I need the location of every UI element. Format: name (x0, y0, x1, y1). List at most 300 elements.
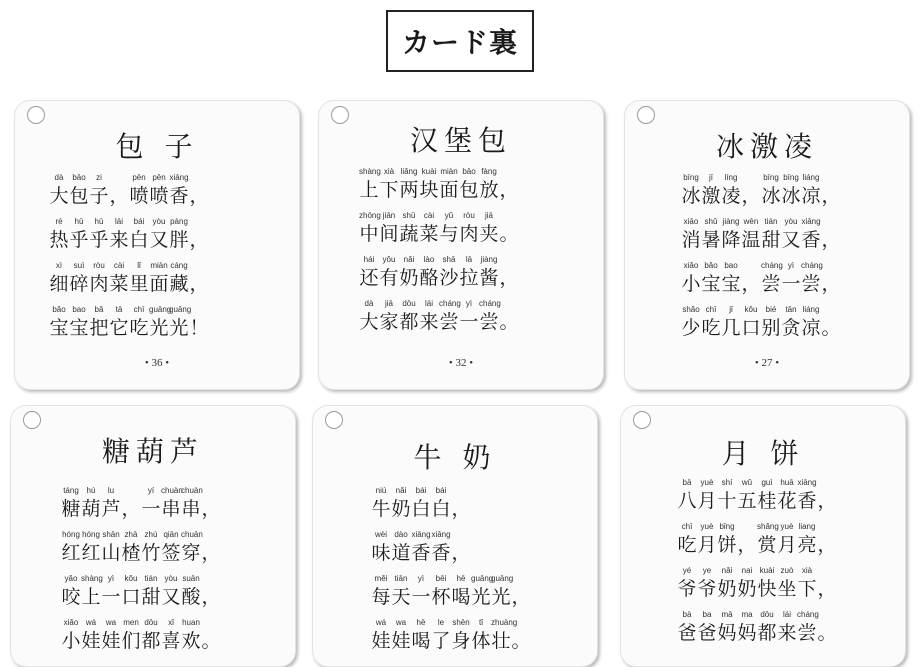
pinyin-syllable: zhā (124, 530, 138, 539)
rhyme-text (677, 478, 895, 654)
pinyin-syllable: xiāng (411, 530, 431, 539)
pinyin-syllable: le (437, 618, 445, 627)
card-hamburger (318, 100, 604, 390)
hanzi-char: 尝 (479, 311, 499, 333)
page-number: • 27 • (754, 357, 780, 369)
hanzi-char: 乎 (69, 229, 89, 251)
hanzi-char: 妈 (737, 622, 757, 644)
hanzi-char: ， (737, 534, 757, 556)
pinyin-syllable: wá (375, 618, 387, 627)
rhyme-line (371, 486, 587, 530)
pinyin-syllable: guāng (169, 305, 192, 314)
pinyin-syllable (741, 173, 761, 183)
rhyme-line (371, 530, 587, 574)
hanzi-char: 乎 (89, 229, 109, 251)
hanzi-char: 妈 (717, 622, 737, 644)
pinyin-syllable (511, 574, 531, 584)
hanzi-char: 奶 (391, 498, 411, 520)
pinyin-syllable: shí (721, 478, 733, 487)
hanzi-char: 奶 (737, 578, 757, 600)
pinyin-syllable: chuān (181, 530, 203, 539)
hanzi-char: 都 (141, 630, 161, 652)
card-milk (312, 405, 598, 667)
pinyin-syllable: xiāng (801, 217, 821, 226)
page-number: • 32 • (448, 357, 474, 369)
hanzi-char: 。 (817, 622, 837, 644)
hanzi-char: 里 (129, 273, 149, 295)
hanzi-char: 爷 (697, 578, 717, 600)
card-tanghulu (10, 405, 296, 667)
hanzi-row (681, 315, 899, 343)
hanzi-char: ！ (189, 317, 209, 339)
pinyin-row (681, 217, 899, 227)
hanzi-char: 又 (161, 586, 181, 608)
hanzi-char: 甜 (141, 586, 161, 608)
hanzi-char: 菜 (109, 273, 129, 295)
pinyin-syllable: hóng (82, 530, 100, 539)
pinyin-syllable: hóng (62, 530, 80, 539)
hanzi-char: 面 (439, 179, 459, 201)
pinyin-row (677, 522, 895, 532)
hanzi-char: 娃 (391, 630, 411, 652)
pinyin-row (49, 261, 289, 271)
pinyin-syllable: chuàn (161, 486, 183, 495)
pinyin-syllable: lái (114, 217, 123, 226)
hanzi-char: 光 (149, 317, 169, 339)
pinyin-row (61, 574, 285, 584)
hanzi-char: ， (201, 542, 221, 564)
pinyin-syllable (817, 522, 837, 532)
hanzi-char: 月 (777, 534, 797, 556)
rhyme-line (359, 167, 593, 211)
pinyin-syllable: jiā (484, 211, 493, 220)
hanzi-char: 肉 (89, 273, 109, 295)
hanzi-char: 冰 (761, 185, 781, 207)
pinyin-syllable: bǎo (704, 261, 718, 270)
pinyin-row (61, 530, 285, 540)
hanzi-char: 十 (717, 490, 737, 512)
hanzi-char: ， (189, 229, 209, 251)
hanzi-char: 口 (121, 586, 141, 608)
pinyin-syllable: jiàng (480, 255, 498, 264)
pinyin-syllable (109, 173, 129, 183)
pinyin-syllable: hū (74, 217, 84, 226)
pinyin-syllable: ba (702, 610, 712, 619)
pinyin-syllable: shēn (452, 618, 470, 627)
pinyin-syllable: tǐ (479, 618, 483, 627)
pinyin-syllable: lā (465, 255, 473, 264)
pinyin-syllable: zhú (144, 530, 158, 539)
hanzi-row (677, 576, 895, 604)
pinyin-syllable (817, 610, 837, 620)
rhyme-text (61, 486, 285, 662)
hanzi-char: 几 (721, 317, 741, 339)
rhyme-line (61, 530, 285, 574)
pinyin-syllable (189, 305, 209, 315)
hanzi-char: ， (817, 578, 837, 600)
pinyin-row (61, 486, 285, 496)
pinyin-syllable: suān (182, 574, 200, 583)
pinyin-syllable: zhōng (359, 211, 381, 220)
hanzi-char: 消 (681, 229, 701, 251)
pinyin-syllable: chuàn (181, 486, 203, 495)
hanzi-char: ， (499, 179, 519, 201)
rhyme-line (681, 217, 899, 261)
hanzi-char: ， (817, 534, 837, 556)
hanzi-char: 宝 (69, 317, 89, 339)
pinyin-syllable: chī (705, 305, 717, 314)
hanzi-row (61, 628, 285, 656)
hanzi-char: 尝 (439, 311, 459, 333)
hanzi-char: 。 (201, 630, 221, 652)
hanzi-char: 楂 (121, 542, 141, 564)
pinyin-syllable: yòu (784, 217, 798, 226)
hanzi-char: 来 (419, 311, 439, 333)
hanzi-char: 大 (49, 185, 69, 207)
hanzi-char: ， (741, 273, 761, 295)
pinyin-syllable: wa (105, 618, 117, 627)
hanzi-char: 暑 (701, 229, 721, 251)
hanzi-char: 光 (471, 586, 491, 608)
hanzi-char: 红 (81, 542, 101, 564)
pinyin-syllable: xiāng (797, 478, 817, 487)
hanzi-char: 小 (681, 273, 701, 295)
pinyin-syllable: lái (424, 299, 433, 308)
hanzi-char: 凉 (801, 185, 821, 207)
pinyin-syllable: xiǎo (63, 618, 79, 627)
hanzi-char: 包 (69, 185, 89, 207)
hanzi-char: 少 (681, 317, 701, 339)
hanzi-char: 放 (479, 179, 499, 201)
pinyin-syllable: yuè (700, 478, 714, 487)
hanzi-char: 来 (777, 622, 797, 644)
pinyin-syllable (817, 478, 837, 488)
pinyin-syllable: xià (801, 566, 813, 575)
pinyin-syllable: kǒu (124, 574, 138, 583)
hanzi-char: 每 (371, 586, 391, 608)
pinyin-syllable: fàng (481, 167, 497, 176)
pinyin-syllable: nǎi (721, 566, 733, 575)
hanzi-char: 五 (737, 490, 757, 512)
hanzi-char: 贪 (781, 317, 801, 339)
pinyin-syllable: cáng (170, 261, 188, 270)
pinyin-row (677, 478, 895, 488)
pinyin-syllable: pēn (152, 173, 166, 182)
hanzi-row (49, 271, 289, 299)
pinyin-syllable: tián (764, 217, 778, 226)
hanzi-char: 宝 (721, 273, 741, 295)
hanzi-char: 中 (359, 223, 379, 245)
hanzi-char: 酸 (181, 586, 201, 608)
rhyme-text (49, 173, 289, 349)
hanzi-char: 上 (359, 179, 379, 201)
pinyin-syllable: yì (465, 299, 473, 308)
pinyin-row (681, 261, 899, 271)
hanzi-char: 菜 (419, 223, 439, 245)
pinyin-syllable: bǐng (719, 522, 735, 531)
hanzi-char: ， (741, 185, 761, 207)
pinyin-syllable: suì (73, 261, 85, 270)
pinyin-syllable: cháng (761, 261, 783, 270)
rhyme-line (49, 305, 289, 349)
pinyin-syllable: guāng (491, 574, 514, 583)
hanzi-char: 光 (169, 317, 189, 339)
hanzi-char: 杯 (431, 586, 451, 608)
pinyin-syllable: cháng (801, 261, 823, 270)
pinyin-syllable: yòu (152, 217, 166, 226)
hanzi-char: 糖 (61, 498, 81, 520)
card-title: 汉堡包 (409, 124, 512, 157)
pinyin-syllable: wèi (374, 530, 387, 539)
pinyin-syllable: huan (182, 618, 200, 627)
hanzi-char: 花 (777, 490, 797, 512)
pinyin-syllable: zi (96, 173, 102, 182)
hanzi-char: 月 (697, 534, 717, 556)
rhyme-text (681, 173, 899, 349)
hanzi-char: ， (121, 498, 141, 520)
pinyin-syllable: jǐ (729, 305, 733, 314)
pinyin-syllable: liang (798, 522, 816, 531)
pinyin-row (61, 618, 285, 628)
pinyin-syllable: jiā (384, 299, 393, 308)
hanzi-char: 香 (801, 229, 821, 251)
pinyin-syllable: bái (415, 486, 427, 495)
hanzi-char: 胖 (169, 229, 189, 251)
hanzi-char: 下 (797, 578, 817, 600)
hanzi-char: 娃 (81, 630, 101, 652)
pinyin-row (359, 299, 593, 309)
hanzi-row (677, 488, 895, 516)
hanzi-char: 宝 (701, 273, 721, 295)
hanzi-char: 尝 (761, 273, 781, 295)
hanzi-char: ， (511, 586, 531, 608)
pinyin-syllable: kuài (759, 566, 775, 575)
hanzi-char: 来 (109, 229, 129, 251)
hanzi-char: 山 (101, 542, 121, 564)
pinyin-syllable: dōu (144, 618, 158, 627)
pinyin-syllable: cháng (797, 610, 819, 619)
hanzi-char: 子 (89, 185, 109, 207)
pinyin-syllable: chī (133, 305, 145, 314)
hanzi-char: 白 (129, 229, 149, 251)
hanzi-row (371, 496, 587, 524)
hanzi-char: 坐 (777, 578, 797, 600)
rhyme-line (677, 478, 895, 522)
pinyin-syllable: yòu (164, 574, 178, 583)
hanzi-char: 肉 (459, 223, 479, 245)
pinyin-syllable: bǎo (52, 305, 66, 314)
hanzi-char: 体 (471, 630, 491, 652)
hanzi-char: 赏 (757, 534, 777, 556)
hanzi-char: 月 (697, 490, 717, 512)
pinyin-row (359, 211, 593, 221)
pinyin-syllable: liǎng (400, 167, 418, 176)
pinyin-syllable (821, 173, 841, 183)
hanzi-row (359, 265, 593, 293)
hanzi-char: ， (821, 185, 841, 207)
pinyin-row (681, 173, 899, 183)
card-title: 包 子 (115, 130, 199, 163)
pinyin-syllable: jiān (382, 211, 396, 220)
hanzi-char: ， (201, 586, 221, 608)
pinyin-syllable: cài (113, 261, 125, 270)
pinyin-syllable: ma (741, 610, 753, 619)
hanzi-char: 碎 (69, 273, 89, 295)
rhyme-line (49, 173, 289, 217)
pinyin-syllable: yǔ (444, 211, 454, 220)
pinyin-syllable: shū (402, 211, 416, 220)
pinyin-syllable: miàn (440, 167, 458, 176)
pinyin-syllable: mā (721, 610, 733, 619)
pinyin-row (49, 217, 289, 227)
hanzi-char: 酪 (419, 267, 439, 289)
hanzi-char: 尝 (801, 273, 821, 295)
pinyin-syllable: bīng (783, 173, 799, 182)
rhyme-line (371, 574, 587, 618)
pinyin-syllable (499, 255, 519, 265)
hanzi-row (359, 309, 593, 337)
pinyin-syllable: nǎi (403, 255, 415, 264)
hanzi-char: ， (451, 542, 471, 564)
card-baozi (14, 100, 300, 390)
pinyin-syllable: měi (374, 574, 388, 583)
hanzi-char: 饼 (717, 534, 737, 556)
hanzi-char: 。 (821, 317, 841, 339)
pinyin-row (371, 574, 587, 584)
pinyin-syllable: zhuàng (491, 618, 518, 627)
pinyin-syllable: men (123, 618, 139, 627)
pinyin-syllable: xià (383, 167, 395, 176)
pinyin-syllable (201, 486, 221, 496)
pinyin-row (677, 610, 895, 620)
rhyme-line (681, 173, 899, 217)
hanzi-char: 激 (701, 185, 721, 207)
hanzi-char: ， (499, 267, 519, 289)
pinyin-syllable (189, 173, 209, 183)
hanzi-char: 竹 (141, 542, 161, 564)
hanzi-char: 与 (439, 223, 459, 245)
hanzi-char: 下 (379, 179, 399, 201)
pinyin-syllable: líng (724, 173, 738, 182)
rhyme-line (359, 299, 593, 343)
hanzi-row (681, 227, 899, 255)
pinyin-syllable: yì (107, 574, 115, 583)
pinyin-syllable: shàng (81, 574, 103, 583)
hanzi-row (49, 227, 289, 255)
hanzi-char: 沙 (439, 267, 459, 289)
hanzi-char: ， (109, 185, 129, 207)
hanzi-char: 温 (741, 229, 761, 251)
pinyin-syllable: ye (702, 566, 712, 575)
hanzi-char: 吃 (129, 317, 149, 339)
pinyin-syllable: lǐ (137, 261, 141, 270)
hanzi-char: 两 (399, 179, 419, 201)
punch-hole-icon (325, 411, 343, 429)
pinyin-syllable: xiāng (169, 173, 189, 182)
pinyin-syllable: kǒu (744, 305, 758, 314)
pinyin-syllable: bao (724, 261, 738, 270)
hanzi-char: 夹 (479, 223, 499, 245)
hanzi-row (49, 183, 289, 211)
pinyin-syllable: jiàng (722, 217, 740, 226)
hanzi-char: 冰 (681, 185, 701, 207)
hanzi-char: 喜 (161, 630, 181, 652)
pinyin-syllable: bīng (683, 173, 699, 182)
pinyin-syllable: qiān (163, 530, 179, 539)
pinyin-syllable (821, 305, 841, 315)
pinyin-row (371, 486, 587, 496)
pinyin-syllable: shǎo (682, 305, 700, 314)
pinyin-syllable: nǎi (395, 486, 407, 495)
hanzi-char: ， (189, 273, 209, 295)
pinyin-syllable: pàng (170, 217, 188, 226)
pinyin-syllable (499, 299, 519, 309)
pinyin-syllable (451, 530, 471, 540)
hanzi-row (371, 584, 587, 612)
hanzi-char: 串 (161, 498, 181, 520)
pinyin-syllable: hū (94, 217, 104, 226)
hanzi-char: 奶 (399, 267, 419, 289)
pinyin-syllable (499, 211, 519, 221)
hanzi-char: 别 (761, 317, 781, 339)
pinyin-syllable: yǒu (382, 255, 396, 264)
hanzi-char: 香 (797, 490, 817, 512)
hanzi-char: 冰 (781, 185, 801, 207)
hanzi-char: 味 (371, 542, 391, 564)
pinyin-syllable: zuò (780, 566, 794, 575)
page-header (386, 10, 534, 72)
hanzi-char: 身 (451, 630, 471, 652)
pinyin-syllable: shā (442, 255, 456, 264)
hanzi-char: 穿 (181, 542, 201, 564)
pinyin-syllable (817, 566, 837, 576)
hanzi-char: 降 (721, 229, 741, 251)
hanzi-char: 酱 (479, 267, 499, 289)
pinyin-syllable: cháng (479, 299, 501, 308)
hanzi-char: 吃 (677, 534, 697, 556)
pinyin-row (49, 173, 289, 183)
hanzi-char: 牛 (371, 498, 391, 520)
pinyin-syllable: tiān (394, 574, 408, 583)
hanzi-char: 们 (121, 630, 141, 652)
pinyin-syllable: dà (364, 299, 374, 308)
pinyin-syllable: yǎo (64, 574, 78, 583)
hanzi-char: 还 (359, 267, 379, 289)
hanzi-char: 香 (431, 542, 451, 564)
pinyin-syllable: lái (782, 610, 791, 619)
hanzi-char: 串 (181, 498, 201, 520)
pinyin-syllable: lu (107, 486, 115, 495)
rhyme-line (677, 522, 895, 566)
pinyin-syllable: bīng (763, 173, 779, 182)
pinyin-syllable: lào (423, 255, 435, 264)
pinyin-syllable: bao (72, 305, 86, 314)
hanzi-char: 都 (399, 311, 419, 333)
rhyme-line (61, 618, 285, 662)
hanzi-char: ， (821, 273, 841, 295)
rhyme-line (677, 610, 895, 654)
hanzi-char: 签 (161, 542, 181, 564)
pinyin-syllable: tān (785, 305, 797, 314)
rhyme-line (49, 261, 289, 305)
pinyin-syllable: hē (456, 574, 466, 583)
pinyin-row (359, 167, 593, 177)
pinyin-syllable: guāng (471, 574, 494, 583)
pinyin-syllable: yuè (780, 522, 794, 531)
rhyme-line (359, 255, 593, 299)
pinyin-syllable: hē (416, 618, 426, 627)
hanzi-char: 藏 (169, 273, 189, 295)
